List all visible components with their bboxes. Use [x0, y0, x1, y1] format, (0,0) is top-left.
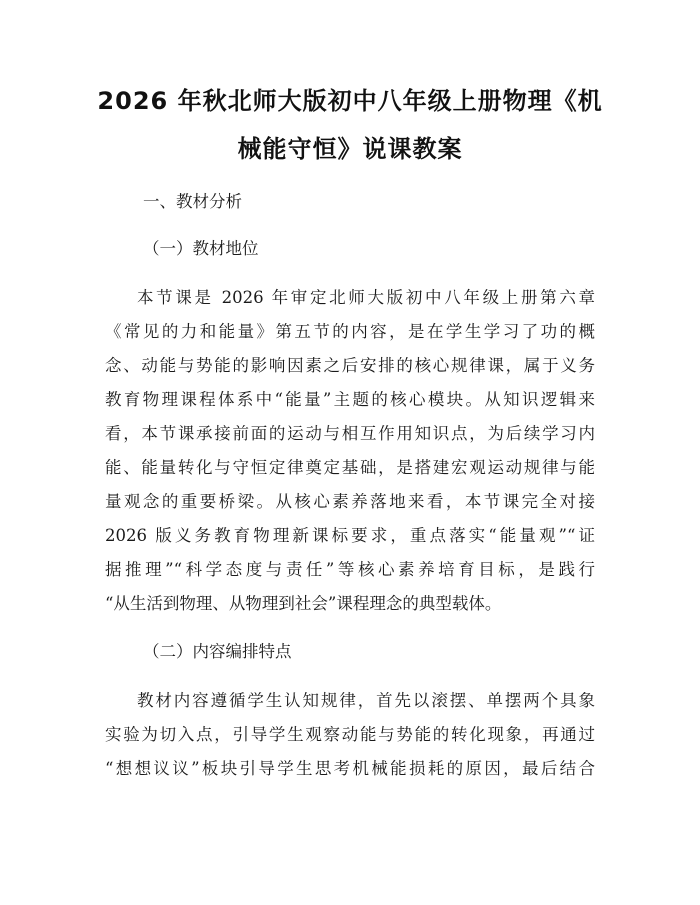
- subsection-heading-content-arrangement: （二）内容编排特点: [143, 642, 292, 661]
- paragraph-line: 本节课是 2026 年审定北师大版初中八年级上册第六章: [137, 288, 595, 307]
- paragraph-line: 据推理”“科学态度与责任”等核心素养培育目标，是践行: [105, 560, 595, 579]
- paragraph-line: 教育物理课程体系中“能量”主题的核心模块。从知识逻辑来: [105, 390, 595, 409]
- paragraph-line: “从生活到物理、从物理到社会”课程理念的典型载体。: [105, 594, 502, 613]
- paragraph-line: 教材内容遵循学生认知规律，首先以滚摆、单摆两个具象: [137, 691, 595, 710]
- paragraph-line: 能、能量转化与守恒定律奠定基础，是搭建宏观运动规律与能: [105, 458, 595, 477]
- paragraph-line: 念、动能与势能的影响因素之后安排的核心规律课，属于义务: [105, 356, 595, 375]
- section-heading-textbook-analysis: 一、教材分析: [143, 192, 242, 211]
- document-title-line-2: 械能守恒》说课教案: [237, 135, 463, 163]
- document-title-line-1: 2026 年秋北师大版初中八年级上册物理《机: [97, 87, 603, 115]
- paragraph-line: “想想议议”板块引导学生思考机械能损耗的原因，最后结合: [105, 759, 595, 778]
- paragraph-line: 《常见的力和能量》第五节的内容，是在学生学习了功的概: [105, 322, 595, 341]
- subsection-heading-textbook-status: （一）教材地位: [143, 239, 259, 258]
- paragraph-line: 量观念的重要桥梁。从核心素养落地来看，本节课完全对接: [105, 492, 595, 511]
- paragraph-line: 看，本节课承接前面的运动与相互作用知识点，为后续学习内: [105, 424, 595, 443]
- paragraph-line: 实验为切入点，引导学生观察动能与势能的转化现象，再通过: [105, 725, 595, 744]
- paragraph-line: 2026 版义务教育物理新课标要求，重点落实“能量观”“证: [105, 526, 595, 545]
